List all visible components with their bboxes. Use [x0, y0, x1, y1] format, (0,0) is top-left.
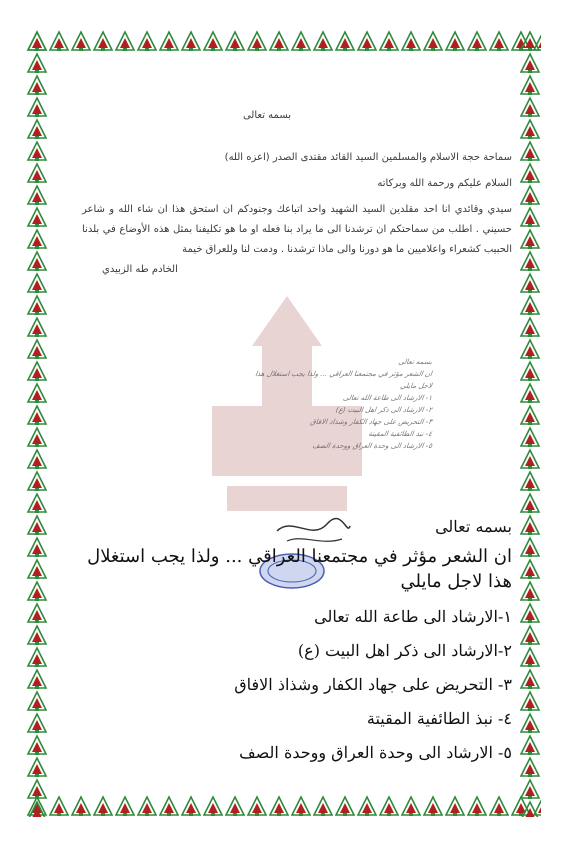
handwritten-line: ان الشعر مؤثر في مجتمعنا العراقي ... ولذا يجب استغلال هذا [254, 370, 433, 378]
transcription-item: ٥- الارشاد الى وحدة العراق ووحدة الصف [239, 743, 512, 762]
letter-addressee: سماحة حجة الاسلام والمسلمين السيد القائد مقتدى الصدر (اعزه الله) [224, 152, 512, 163]
transcription-item: ٢-الارشاد الى ذكر اهل البيت (ع) [297, 641, 512, 660]
handwritten-line: ٥- الارشاد الى وحدة العراق ووحدة الصف [311, 442, 433, 450]
transcription-heading: بسمه تعالى [435, 517, 512, 536]
handwritten-line: ١- الارشاد الى طاعة الله تعالى [342, 394, 433, 402]
handwritten-line: ٣- التحريض على جهاد الكفار وشذاذ الافاق [309, 418, 433, 426]
page-content [52, 56, 515, 791]
typed-transcription [82, 514, 512, 770]
transcription-item: ١-الارشاد الى طاعة الله تعالى [314, 607, 512, 626]
handwritten-line: بسمه تعالى [397, 358, 433, 366]
transcription-item: ٣- التحريض على جهاد الكفار وشذاذ الافاق [234, 675, 512, 694]
letter-signature: الخادم طه الزبيدي [102, 264, 178, 275]
question-letter [82, 106, 512, 280]
letter-body: سيدي وقائدي انا احد مقلدين السيد الشهيد واحد اتباعك وجنودكم ان استحق هذا ان شاء الله و شاعر حسيني . اطلب من سماحتكم ان ترشدنا الى ما يراد بنا فعله او ما هو تكليفنا بمثل هذه الأوضاع في بلدنا الحبيب كشعراء واعلاميين ما هو دورنا والى ماذا ترشدنا . ودمت لنا وللعراق خيمة [82, 204, 512, 255]
letter-basmala: بسمه تعالى [242, 110, 292, 121]
decorative-border-right [519, 30, 541, 817]
letter-greeting: السلام عليكم ورحمة الله وبركاته [377, 178, 512, 189]
handwritten-line: ٢- الارشاد الى ذكر اهل البيت (ع) [335, 406, 433, 414]
decorative-border-top [26, 30, 541, 52]
transcription-body: ان الشعر مؤثر في مجتمعنا العراقي ... ولذا يجب استغلال هذا لاجل مايلي [87, 546, 512, 592]
handwritten-line: ٤- نبذ الطائفية المقيتة [367, 430, 433, 438]
handwritten-line: لاجل مايلي [399, 382, 433, 390]
transcription-item: ٤- نبذ الطائفية المقيتة [366, 709, 512, 728]
decorative-border-bottom [26, 795, 541, 817]
handwritten-answer [142, 356, 432, 486]
decorative-border-left [26, 30, 48, 817]
